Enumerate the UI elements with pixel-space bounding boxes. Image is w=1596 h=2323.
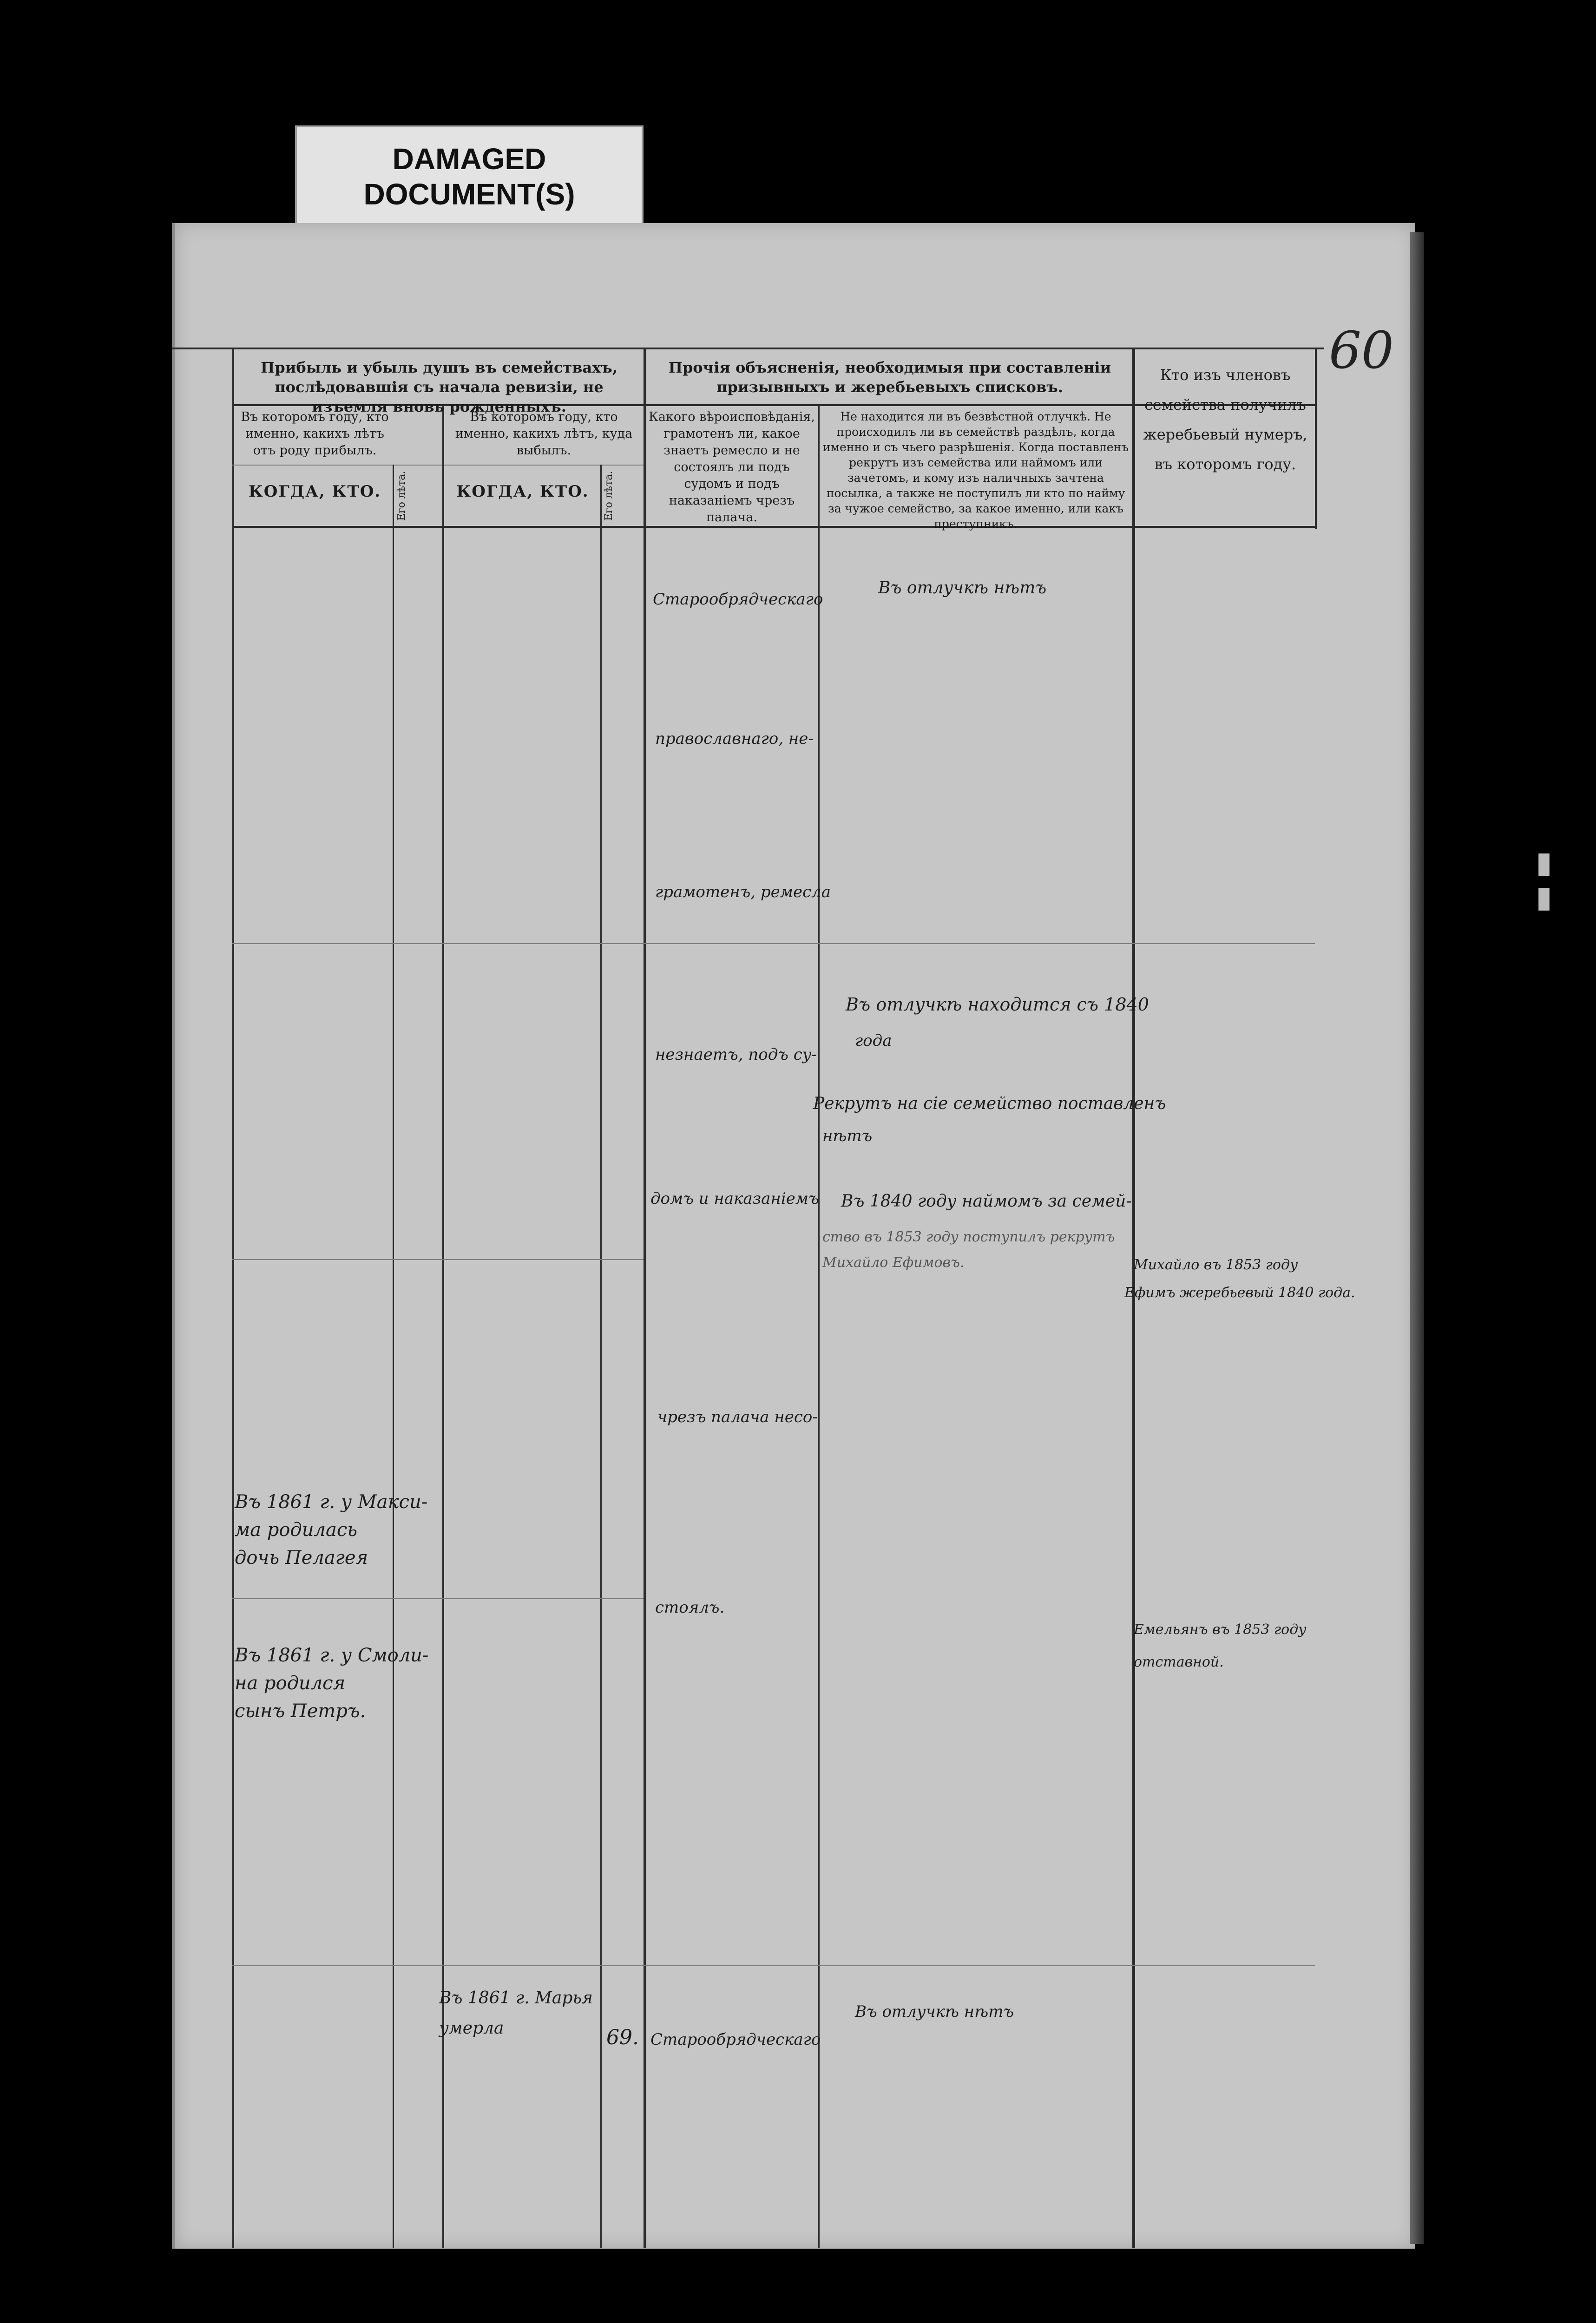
side-margin-mark: ▮▮ bbox=[1527, 846, 1561, 914]
header-age-1: Его лѣта. bbox=[396, 471, 407, 521]
header-arrived: Въ которомъ году, кто именно, какихъ лѣтъ отъ роду прибылъ. bbox=[241, 410, 389, 458]
damaged-label-line1: DAMAGED bbox=[392, 142, 546, 176]
row-rule-1 bbox=[232, 943, 1315, 944]
header-other-explanations: Прочія объясненія, необходимыя при составленіи призывныхъ и жеребьевыхъ списковъ. bbox=[668, 359, 1111, 396]
row-rule-3 bbox=[232, 1598, 644, 1599]
header-when-who-1: КОГДА, КТО. bbox=[248, 482, 381, 501]
absence-line-4c: Михайло Ефимовъ. bbox=[822, 1254, 965, 1271]
lot-line-2a: Емельянъ въ 1853 году bbox=[1134, 1621, 1307, 1638]
folio-number: 60 bbox=[1329, 321, 1394, 380]
departed-1-line-a: Въ 1861 г. Марья bbox=[439, 1988, 593, 2008]
absence-line-4b: ство въ 1853 году поступилъ рекрутъ bbox=[822, 1229, 1115, 1245]
absence-line-3a: Рекрутъ на сіе семейство поставленъ bbox=[813, 1094, 1166, 1113]
divider-age2 bbox=[600, 465, 602, 2248]
divider-arrived-departed bbox=[442, 404, 444, 2248]
header-faith: Какого вѣроисповѣданія, грамотенъ ли, какое знаетъ ремесло и не состоялъ ли подъ судомъ и подъ наказаніемъ чрезъ палача. bbox=[649, 410, 815, 525]
faith-line-8: Старообрядческаго bbox=[650, 2030, 821, 2049]
right-border bbox=[1315, 348, 1317, 529]
faith-line-4: незнаетъ, подъ су- bbox=[655, 1045, 817, 1064]
header-when-who-2: КОГДА, КТО. bbox=[456, 482, 589, 501]
page-edge bbox=[1410, 232, 1424, 2244]
damaged-document-label bbox=[295, 125, 644, 228]
faith-line-3: грамотенъ, ремесла bbox=[655, 883, 831, 901]
row-rule-2 bbox=[232, 1259, 644, 1260]
faith-line-7: стоялъ. bbox=[655, 1598, 725, 1617]
divider-faith-absence bbox=[818, 404, 820, 2248]
absence-line-3b: нѣтъ bbox=[822, 1127, 873, 1145]
arrived-2-line-c: сынъ Петръ. bbox=[235, 1700, 366, 1722]
arrived-1-line-a: Въ 1861 г. у Макси- bbox=[235, 1491, 428, 1513]
header-arrivals-departures: Прибыль и убыль душъ въ семействахъ, послѣдовавшія съ начала ревизіи, не изъемля вновь рожденныхъ. bbox=[261, 359, 617, 415]
faith-line-2: православнаго, не- bbox=[655, 729, 814, 748]
lot-line-1b: Ефимъ жеребьевый 1840 года. bbox=[1124, 1285, 1355, 1301]
lot-line-1a: Михайло въ 1853 году bbox=[1134, 1257, 1298, 1273]
absence-line-2a: Въ отлучкѣ находится съ 1840 bbox=[846, 994, 1149, 1015]
header-departed: Въ которомъ году, кто именно, какихъ лѣтъ, куда выбылъ. bbox=[455, 410, 633, 458]
table-top-rule bbox=[172, 348, 1324, 349]
departed-1-line-b: умерла bbox=[439, 2019, 504, 2038]
arrived-2-line-a: Въ 1861 г. у Смоли- bbox=[235, 1645, 429, 1666]
faith-line-1: Старообрядческаго bbox=[653, 590, 823, 609]
lot-line-2b: отставной. bbox=[1134, 1654, 1224, 1670]
header-lot-number: Кто изъ членовъ семейства получилъ жеребьевый нумеръ, въ которомъ году. bbox=[1143, 366, 1307, 473]
absence-line-2b: года bbox=[855, 1031, 892, 1050]
absence-line-1: Въ отлучкѣ нѣтъ bbox=[878, 578, 1047, 597]
faith-line-6: чрезъ палача несо- bbox=[657, 1408, 818, 1426]
departed-1-age: 69. bbox=[606, 2026, 639, 2049]
arrived-2-line-b: на родился bbox=[235, 1673, 346, 1694]
absence-line-4a: Въ 1840 году наймомъ за семей- bbox=[841, 1192, 1132, 1211]
divider-group1 bbox=[644, 348, 646, 2248]
left-border bbox=[232, 348, 234, 2248]
row-rule-4 bbox=[232, 1965, 1315, 1966]
arrived-1-line-b: ма родилась bbox=[235, 1519, 358, 1541]
header-age-2: Его лѣта. bbox=[603, 471, 615, 521]
header-absence: Не находится ли въ безвѣстной отлучкѣ. Не происходилъ ли въ семействѣ раздѣлъ, когда именно и съ чьего разрѣшенія. Когда поставленъ рекрутъ изъ семейства или наймомъ или зачетомъ, и кому изъ наличныхъ зачтена посылка, а также не поступилъ ли кто по найму за чужое семейство, за какое именно, или какъ преступникъ. bbox=[822, 410, 1129, 531]
arrived-1-line-c: дочь Пелагея bbox=[235, 1547, 368, 1568]
absence-line-5: Въ отлучкѣ нѣтъ bbox=[855, 2002, 1014, 2021]
damaged-label-line2: DOCUMENT(S) bbox=[363, 177, 575, 211]
header-rule-2 bbox=[232, 526, 1315, 528]
faith-line-5: домъ и наказаніемъ bbox=[650, 1189, 819, 1208]
header-rule-sub bbox=[232, 465, 644, 466]
divider-age1 bbox=[393, 465, 394, 2248]
